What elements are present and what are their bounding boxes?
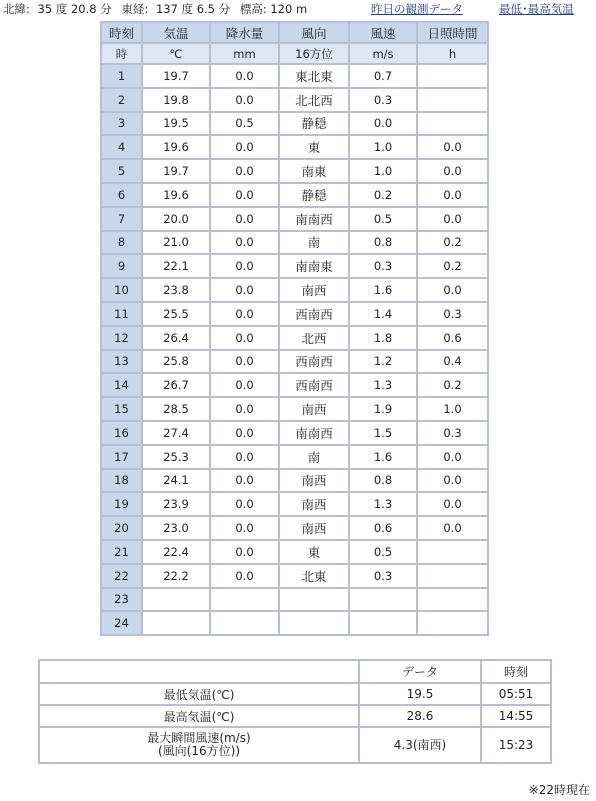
cell-temperature: 26.4 xyxy=(143,327,209,349)
cell-wind-speed: 0.2 xyxy=(350,184,416,206)
as-of-note: ※22時現在 xyxy=(528,783,590,797)
cell-hour: 19 xyxy=(102,493,141,515)
cell-sunshine xyxy=(418,65,487,87)
table-row xyxy=(102,493,487,515)
cell-temperature: 27.4 xyxy=(143,422,209,444)
cell-precipitation xyxy=(211,589,278,611)
cell-sunshine: 0.3 xyxy=(418,422,487,444)
table-row xyxy=(102,422,487,444)
location-info-bar xyxy=(3,1,596,17)
summary-header-data: データ xyxy=(360,661,480,682)
cell-wind-direction: 南南東 xyxy=(280,255,348,277)
daily-summary-table xyxy=(38,659,552,764)
cell-sunshine: 0.3 xyxy=(418,303,487,325)
cell-hour: 10 xyxy=(102,279,141,301)
cell-precipitation xyxy=(211,612,278,634)
cell-wind-speed: 0.0 xyxy=(350,113,416,135)
table-row xyxy=(102,303,487,325)
cell-temperature: 19.7 xyxy=(143,65,209,87)
cell-wind-speed: 0.3 xyxy=(350,89,416,111)
cell-wind-direction: 南 xyxy=(280,232,348,254)
table-row xyxy=(102,113,487,135)
cell-precipitation: 0.0 xyxy=(211,541,278,563)
table-row xyxy=(102,136,487,158)
cell-hour: 4 xyxy=(102,136,141,158)
cell-precipitation: 0.0 xyxy=(211,160,278,182)
cell-wind-speed: 0.5 xyxy=(350,208,416,230)
cell-sunshine: 0.4 xyxy=(418,351,487,373)
cell-wind-direction: 南東 xyxy=(280,160,348,182)
previous-day-link[interactable]: 昨日の観測データ xyxy=(371,2,463,16)
cell-sunshine: 0.2 xyxy=(418,255,487,277)
cell-sunshine xyxy=(418,612,487,634)
cell-temperature: 21.0 xyxy=(143,232,209,254)
summary-label-line1: 最大瞬間風速(m/s) xyxy=(147,731,251,745)
unit-hour: 時 xyxy=(102,44,141,63)
cell-temperature: 19.8 xyxy=(143,89,209,111)
header-row xyxy=(102,23,487,42)
cell-hour: 23 xyxy=(102,589,141,611)
table-row xyxy=(102,398,487,420)
cell-wind-direction: 北北西 xyxy=(280,89,348,111)
unit-sunshine: h xyxy=(418,44,487,63)
cell-sunshine: 0.2 xyxy=(418,232,487,254)
cell-wind-direction xyxy=(280,612,348,634)
cell-wind-speed: 1.3 xyxy=(350,374,416,396)
cell-hour: 22 xyxy=(102,565,141,587)
header-wind-speed: 風速 xyxy=(350,23,416,42)
cell-wind-direction: 西南西 xyxy=(280,351,348,373)
table-row xyxy=(102,541,487,563)
cell-hour: 18 xyxy=(102,470,141,492)
cell-precipitation: 0.0 xyxy=(211,470,278,492)
cell-temperature: 19.6 xyxy=(143,184,209,206)
cell-hour: 11 xyxy=(102,303,141,325)
cell-wind-speed: 1.0 xyxy=(350,136,416,158)
min-max-temp-link[interactable]: 最低･最高気温 xyxy=(499,2,574,16)
summary-value: 4.3(南西) xyxy=(360,728,480,762)
header-wind-direction: 風向 xyxy=(280,23,348,42)
cell-sunshine: 0.0 xyxy=(418,160,487,182)
summary-value: 19.5 xyxy=(360,684,480,704)
cell-wind-speed: 1.2 xyxy=(350,351,416,373)
cell-temperature: 28.5 xyxy=(143,398,209,420)
summary-label-line2: (風向(16方位)) xyxy=(158,744,240,758)
cell-sunshine: 0.0 xyxy=(418,279,487,301)
cell-hour: 7 xyxy=(102,208,141,230)
summary-time: 15:23 xyxy=(482,728,550,762)
cell-sunshine xyxy=(418,589,487,611)
unit-precipitation: mm xyxy=(211,44,278,63)
latitude-label: 北緯: xyxy=(3,2,30,16)
summary-value: 28.6 xyxy=(360,706,480,726)
cell-hour: 20 xyxy=(102,517,141,539)
cell-wind-direction: 南西 xyxy=(280,493,348,515)
cell-sunshine: 0.0 xyxy=(418,470,487,492)
cell-wind-speed: 0.3 xyxy=(350,255,416,277)
cell-temperature xyxy=(143,589,209,611)
cell-wind-speed: 1.0 xyxy=(350,160,416,182)
table-row xyxy=(102,89,487,111)
altitude-label: 標高: xyxy=(239,2,267,16)
cell-wind-direction xyxy=(280,589,348,611)
cell-precipitation: 0.5 xyxy=(211,113,278,135)
unit-temperature: ℃ xyxy=(143,44,209,63)
cell-temperature: 19.7 xyxy=(143,160,209,182)
cell-temperature: 23.8 xyxy=(143,279,209,301)
cell-precipitation: 0.0 xyxy=(211,232,278,254)
cell-sunshine: 0.0 xyxy=(418,493,487,515)
cell-hour: 8 xyxy=(102,232,141,254)
table-row xyxy=(102,612,487,634)
cell-sunshine: 0.0 xyxy=(418,446,487,468)
cell-wind-speed: 1.9 xyxy=(350,398,416,420)
cell-precipitation: 0.0 xyxy=(211,303,278,325)
cell-wind-direction: 南 xyxy=(280,446,348,468)
cell-temperature: 25.5 xyxy=(143,303,209,325)
cell-hour: 14 xyxy=(102,374,141,396)
summary-time: 14:55 xyxy=(482,706,550,726)
cell-precipitation: 0.0 xyxy=(211,493,278,515)
summary-header-row xyxy=(40,661,550,682)
cell-wind-direction: 南西 xyxy=(280,398,348,420)
cell-sunshine: 1.0 xyxy=(418,398,487,420)
cell-wind-direction: 静穏 xyxy=(280,184,348,206)
table-row xyxy=(102,327,487,349)
cell-wind-direction: 南西 xyxy=(280,279,348,301)
table-row xyxy=(102,279,487,301)
cell-sunshine: 0.0 xyxy=(418,136,487,158)
cell-wind-direction: 東 xyxy=(280,136,348,158)
table-row xyxy=(102,517,487,539)
unit-wind-speed: m/s xyxy=(350,44,416,63)
table-row xyxy=(102,184,487,206)
cell-wind-direction: 東北東 xyxy=(280,65,348,87)
cell-precipitation: 0.0 xyxy=(211,184,278,206)
table-row xyxy=(102,255,487,277)
cell-sunshine xyxy=(418,565,487,587)
unit-wind-direction: 16方位 xyxy=(280,44,348,63)
summary-row-max-gust xyxy=(40,728,550,762)
cell-temperature: 24.1 xyxy=(143,470,209,492)
cell-precipitation: 0.0 xyxy=(211,136,278,158)
cell-precipitation: 0.0 xyxy=(211,327,278,349)
hourly-observation-table xyxy=(100,21,489,636)
cell-precipitation: 0.0 xyxy=(211,517,278,539)
table-row xyxy=(102,470,487,492)
table-row xyxy=(102,446,487,468)
longitude-value: 137 度 6.5 分 xyxy=(155,2,231,16)
cell-wind-speed: 1.4 xyxy=(350,303,416,325)
cell-temperature: 19.6 xyxy=(143,136,209,158)
table-row xyxy=(102,351,487,373)
cell-precipitation: 0.0 xyxy=(211,65,278,87)
cell-sunshine: 0.2 xyxy=(418,374,487,396)
cell-hour: 15 xyxy=(102,398,141,420)
cell-wind-direction: 南南西 xyxy=(280,208,348,230)
cell-wind-direction: 南西 xyxy=(280,470,348,492)
cell-hour: 3 xyxy=(102,113,141,135)
table-row xyxy=(102,374,487,396)
summary-label: 最低気温(℃) xyxy=(40,684,358,704)
cell-temperature: 23.9 xyxy=(143,493,209,515)
units-row xyxy=(102,44,487,63)
cell-wind-speed: 1.6 xyxy=(350,446,416,468)
cell-precipitation: 0.0 xyxy=(211,89,278,111)
latitude-value: 35 度 20.8 分 xyxy=(37,2,112,16)
cell-sunshine xyxy=(418,541,487,563)
table-row xyxy=(102,589,487,611)
cell-precipitation: 0.0 xyxy=(211,422,278,444)
cell-temperature: 19.5 xyxy=(143,113,209,135)
summary-header-time: 時刻 xyxy=(482,661,550,682)
cell-wind-direction: 北西 xyxy=(280,327,348,349)
cell-sunshine xyxy=(418,113,487,135)
table-row xyxy=(102,565,487,587)
summary-label: 最高気温(℃) xyxy=(40,706,358,726)
header-precipitation: 降水量 xyxy=(211,23,278,42)
cell-precipitation: 0.0 xyxy=(211,398,278,420)
cell-precipitation: 0.0 xyxy=(211,208,278,230)
cell-temperature: 26.7 xyxy=(143,374,209,396)
table-row xyxy=(102,232,487,254)
cell-precipitation: 0.0 xyxy=(211,255,278,277)
cell-temperature: 25.8 xyxy=(143,351,209,373)
summary-row-max-temp xyxy=(40,706,550,726)
cell-temperature: 23.0 xyxy=(143,517,209,539)
cell-temperature: 25.3 xyxy=(143,446,209,468)
table-row xyxy=(102,160,487,182)
summary-time: 05:51 xyxy=(482,684,550,704)
cell-wind-speed: 0.7 xyxy=(350,65,416,87)
cell-sunshine: 0.0 xyxy=(418,184,487,206)
cell-wind-speed xyxy=(350,589,416,611)
cell-sunshine xyxy=(418,89,487,111)
cell-temperature xyxy=(143,612,209,634)
cell-precipitation: 0.0 xyxy=(211,279,278,301)
summary-label xyxy=(40,728,358,762)
cell-wind-speed: 0.6 xyxy=(350,517,416,539)
cell-wind-direction: 北東 xyxy=(280,565,348,587)
cell-precipitation: 0.0 xyxy=(211,374,278,396)
cell-hour: 17 xyxy=(102,446,141,468)
longitude-label: 東経: xyxy=(121,2,149,16)
cell-wind-speed: 1.5 xyxy=(350,422,416,444)
cell-wind-direction: 東 xyxy=(280,541,348,563)
cell-wind-speed: 0.8 xyxy=(350,470,416,492)
altitude-value: 120 m xyxy=(270,2,308,16)
cell-wind-speed: 0.5 xyxy=(350,541,416,563)
observation-rows xyxy=(102,65,487,634)
cell-wind-speed: 1.3 xyxy=(350,493,416,515)
cell-sunshine: 0.0 xyxy=(418,208,487,230)
cell-hour: 6 xyxy=(102,184,141,206)
cell-hour: 13 xyxy=(102,351,141,373)
cell-hour: 24 xyxy=(102,612,141,634)
cell-wind-speed: 1.6 xyxy=(350,279,416,301)
cell-hour: 5 xyxy=(102,160,141,182)
table-row xyxy=(102,208,487,230)
cell-wind-speed: 1.8 xyxy=(350,327,416,349)
table-row xyxy=(102,65,487,87)
cell-precipitation: 0.0 xyxy=(211,351,278,373)
cell-wind-speed: 0.3 xyxy=(350,565,416,587)
cell-temperature: 22.4 xyxy=(143,541,209,563)
header-sunshine: 日照時間 xyxy=(418,23,487,42)
summary-row-min-temp xyxy=(40,684,550,704)
cell-hour: 21 xyxy=(102,541,141,563)
cell-precipitation: 0.0 xyxy=(211,446,278,468)
cell-hour: 16 xyxy=(102,422,141,444)
cell-sunshine: 0.6 xyxy=(418,327,487,349)
cell-temperature: 22.1 xyxy=(143,255,209,277)
cell-hour: 12 xyxy=(102,327,141,349)
cell-wind-direction: 南南西 xyxy=(280,422,348,444)
cell-wind-direction: 静穏 xyxy=(280,113,348,135)
header-temperature: 気温 xyxy=(143,23,209,42)
cell-wind-direction: 西南西 xyxy=(280,374,348,396)
cell-hour: 2 xyxy=(102,89,141,111)
cell-sunshine: 0.0 xyxy=(418,517,487,539)
cell-wind-speed xyxy=(350,612,416,634)
cell-wind-speed: 0.8 xyxy=(350,232,416,254)
cell-wind-direction: 西南西 xyxy=(280,303,348,325)
cell-hour: 1 xyxy=(102,65,141,87)
cell-wind-direction: 南西 xyxy=(280,517,348,539)
cell-temperature: 22.2 xyxy=(143,565,209,587)
summary-header-blank xyxy=(40,661,358,682)
cell-precipitation: 0.0 xyxy=(211,565,278,587)
cell-temperature: 20.0 xyxy=(143,208,209,230)
cell-hour: 9 xyxy=(102,255,141,277)
header-hour: 時刻 xyxy=(102,23,141,42)
